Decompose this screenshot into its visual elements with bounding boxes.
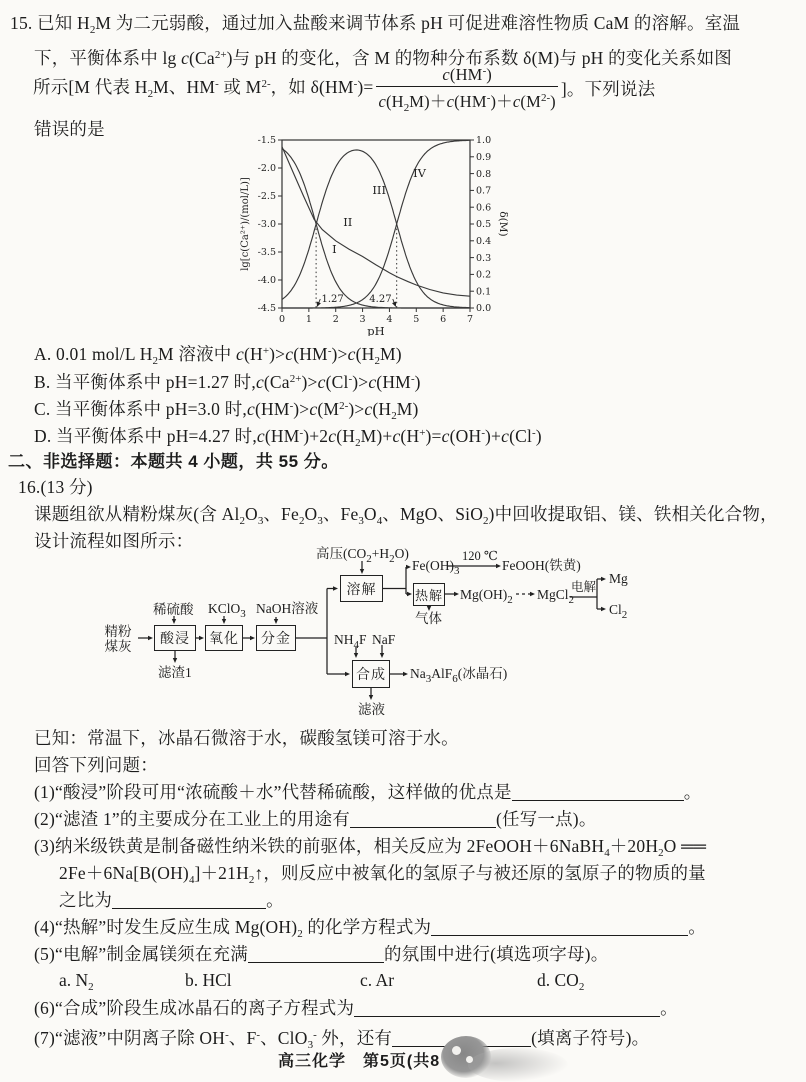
section2-header: 二、非选择题：本题共 4 小题，共 55 分。 <box>8 452 339 471</box>
process-flowchart <box>95 545 675 723</box>
q16-choice-a: a. $N_2$ <box>59 970 94 993</box>
svg-text:5: 5 <box>413 314 420 325</box>
svg-text:0.9: 0.9 <box>476 152 492 163</box>
scan-smudge-tail <box>468 1048 568 1082</box>
svg-text:7: 7 <box>466 314 474 325</box>
svg-text:-2.5: -2.5 <box>257 191 276 203</box>
svg-text:-3.5: -3.5 <box>257 247 276 259</box>
flow-output-feooh: FeOOH(铁黄) <box>502 558 581 573</box>
q15-option-c: C. 当平衡体系中 pH=3.0 时$,c(HM^-)>c(M^{2-})>c(H_2M)$ <box>34 399 419 422</box>
flow-box-separate: 分金 <box>256 625 296 651</box>
svg-text:1.27: 1.27 <box>321 294 344 305</box>
q16-sub1: (1)“酸浸”阶段可用“浓硫酸＋水”代替稀硫酸，这样做的优点是 。 <box>34 782 702 802</box>
q16-intro2: 设计流程如图所示： <box>34 531 194 551</box>
q16-sub7: (7)“滤液”中阴离子除 OH-、F-、ClO$_3$- 外，还有 (填离子符号)。 <box>34 1028 650 1051</box>
flow-box-oxidize: 氧化 <box>205 625 243 651</box>
q15-line2: 下，平衡体系中 $\lg c(Ca^{2+})$与 pH 的变化，含 M 的物种分布系数 δ(M)与 pH 的变化关系如图 <box>34 48 732 68</box>
svg-text:0.8: 0.8 <box>476 168 492 180</box>
flow-box-synthesize: 合成 <box>352 660 390 688</box>
flow-reagent-naoh: NaOH溶液 <box>256 601 319 616</box>
q15-line3-suffix: ]。下列说法 <box>560 78 656 99</box>
flow-output-feoh3: $Fe(OH)_3$ <box>412 558 460 577</box>
q16-sub6: (6)“合成”阶段生成冰晶石的离子方程式为 。 <box>34 998 678 1018</box>
fraction-numerator: c(HM-) <box>376 61 557 87</box>
flow-input-material: 精粉 煤灰 <box>104 624 132 654</box>
flow-label-electrolysis: 电解 <box>571 580 597 594</box>
smudge-dot <box>452 1046 461 1055</box>
fraction <box>376 61 557 118</box>
svg-text:I: I <box>332 242 337 257</box>
q16-sub3-line1: (3)纳米级铁黄是制备磁性纳米铁的前驱体，相关反应为 $2FeOOH+6NaBH_4+20H_2O$ ══ <box>34 836 707 859</box>
q15-option-a: A. 0.01 mol/L $H_2M$ 溶液中 $c(H^+)>c(HM^-)>c(H_2M)$ <box>34 344 402 367</box>
svg-text:0.2: 0.2 <box>476 269 492 281</box>
flow-output-mg: Mg <box>609 571 628 586</box>
q15-option-b: B. 当平衡体系中 pH=1.27 时$,c(Ca^{2+})>c(Cl^-)>c(HM^-)$ <box>34 372 421 392</box>
q16-known: 已知：常温下，冰晶石微溶于水，碳酸氢镁可溶于水。 <box>34 728 459 748</box>
svg-text:IV: IV <box>413 165 426 180</box>
svg-text:2: 2 <box>332 314 339 325</box>
svg-text:-4.0: -4.0 <box>257 275 276 287</box>
q15-line3-prefix: 所示[M 代表 $H_2M$、HM- 或 $M^{2-}$，如 δ(HM-)= <box>33 76 374 100</box>
distribution-chart <box>236 124 512 336</box>
q16-sub3-line2: $2Fe+6Na[B(OH)_4]+21H_2↑$，则反应中被氧化的氢原子与被还原的氢原子的物质的量 <box>59 863 706 886</box>
fraction-denominator: $c(H_2M)+c(HM^-)+c(M^{2-})$ <box>378 91 556 114</box>
q16-choice-b: b. HCl <box>185 970 232 990</box>
svg-text:-2.0: -2.0 <box>257 163 276 175</box>
flow-output-mgcl2: MgCl$_2$ <box>537 587 575 606</box>
flow-box-acid-leach: 酸浸 <box>154 625 196 651</box>
flow-reagent-kclo3: KClO$_3$ <box>208 601 246 620</box>
flow-box-pyrolysis: 热解 <box>413 583 445 606</box>
flow-reagent-nh4f: $NH_4F$ <box>334 632 367 651</box>
svg-text:0.5: 0.5 <box>476 219 492 231</box>
smudge-dot <box>466 1056 473 1063</box>
q16-sub5: (5)“电解”制金属镁须在充满 的氛围中进行(填选项字母)。 <box>34 944 609 964</box>
flow-output-mgoh2: $Mg(OH)_2$ <box>460 587 513 606</box>
q16-choice-d: d. $CO_2$ <box>537 970 585 993</box>
svg-text:0.3: 0.3 <box>476 252 492 264</box>
svg-text:0.4: 0.4 <box>476 236 492 247</box>
q16-prompt: 回答下列问题： <box>34 755 158 775</box>
q15-line4: 错误的是 <box>34 119 105 139</box>
svg-text:-4.5: -4.5 <box>257 303 276 315</box>
page-footer: 高三化学 第5页(共8 <box>278 1053 441 1070</box>
q15-option-d: D. 当平衡体系中 pH=4.27 时$,c(HM^-)+2c(H_2M)+c(H^+)=c(OH^-)+c(Cl^-)$ <box>34 426 542 449</box>
svg-text:1: 1 <box>305 314 312 325</box>
svg-text:4: 4 <box>386 314 393 325</box>
svg-text:δ(M): δ(M) <box>497 211 509 237</box>
svg-text:0.6: 0.6 <box>476 202 492 214</box>
flow-reagent-high-pressure-co2-h2o: 高压$(CO_2+H_2O)$ <box>316 546 409 565</box>
flow-box-dissolve: 溶解 <box>340 575 383 602</box>
svg-text:6: 6 <box>440 314 447 325</box>
q15-line3 <box>33 66 655 112</box>
svg-text:lg[c(Ca²⁺)/(mol/L)]: lg[c(Ca²⁺)/(mol/L)] <box>240 177 251 271</box>
q16-sub4: (4)“热解”时发生反应生成 $Mg(OH)_2$ 的化学方程式为 。 <box>34 917 706 940</box>
svg-text:3: 3 <box>359 314 366 325</box>
flow-output-residue1: 滤渣1 <box>158 665 192 680</box>
svg-text:0.7: 0.7 <box>476 185 492 197</box>
svg-text:0: 0 <box>278 314 286 325</box>
flow-output-gas: 气体 <box>415 611 442 626</box>
svg-text:1.0: 1.0 <box>476 135 492 147</box>
svg-text:-3.0: -3.0 <box>257 219 276 231</box>
svg-text:-1.5: -1.5 <box>257 135 276 147</box>
q16-choice-c: c. Ar <box>360 970 395 990</box>
flow-reagent-dilute-sulfuric-acid: 稀硫酸 <box>153 602 194 617</box>
q16-number: 16.(13 分) <box>18 477 93 497</box>
flow-output-cl2: $Cl_2$ <box>609 602 628 621</box>
q16-sub2: (2)“滤渣 1”的主要成分在工业上的用途有 (任写一点)。 <box>34 809 597 829</box>
flow-output-cryolite: $Na_3AlF_6$(冰晶石) <box>410 666 508 685</box>
q16-sub3-line3: 之比为 。 <box>59 890 284 910</box>
svg-text:pH: pH <box>367 324 385 336</box>
svg-text:0.0: 0.0 <box>476 303 492 315</box>
q15-line1: 15. 已知 $H_2M$ 为二元弱酸，通过加入盐酸来调节体系 pH 可促进难溶性物质 CaM 的溶解。室温 <box>10 13 741 36</box>
q16-intro1: 课题组欲从精粉煤灰(含 $Al_2O_3$、$Fe_2O_3$、$Fe_3O_4$、MgO、SiO$_2$)中回收提取铝、镁、铁相关化合物， <box>34 504 778 527</box>
svg-text:II: II <box>343 215 353 230</box>
svg-text:0.1: 0.1 <box>476 286 492 298</box>
svg-text:III: III <box>372 182 387 197</box>
flow-output-filtrate: 滤液 <box>358 702 385 717</box>
svg-text:4.27: 4.27 <box>369 294 392 305</box>
flow-label-120c: 120 ℃ <box>462 549 498 563</box>
flow-reagent-naf: NaF <box>372 632 396 647</box>
